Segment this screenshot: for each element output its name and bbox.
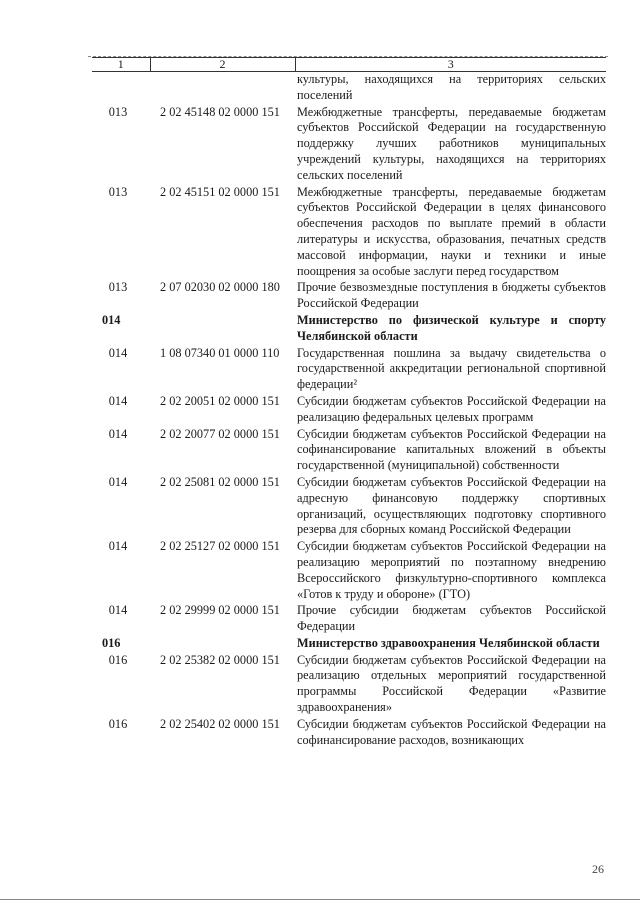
revenue-name-cell: Прочие безвозмездные поступления в бюджеты субъектов Российской Федерации: [297, 280, 606, 311]
ministry-row: [92, 313, 606, 346]
table-row: [92, 72, 606, 105]
revenue-name-cell: Министерство здравоохранения Челябинской области: [297, 635, 600, 650]
admin-code-cell: 014: [108, 345, 128, 360]
header-col-3: 3: [295, 58, 606, 72]
revenue-name-cell: Прочие субсидии бюджетам субъектов Российской Федерации: [297, 603, 606, 634]
revenue-code-cell: [150, 313, 295, 346]
table-row: [92, 185, 606, 281]
revenue-code-cell: 2 02 20077 02 0000 151: [160, 426, 280, 441]
admin-code-cell: 016: [108, 716, 128, 731]
admin-code-cell: 016: [102, 635, 121, 650]
table-body: [92, 72, 606, 750]
admin-code-cell: 014: [108, 539, 128, 554]
admin-code-cell: 013: [108, 104, 128, 119]
budget-revenue-table: [92, 57, 606, 749]
table-row: [92, 653, 606, 717]
admin-code-cell: 013: [108, 184, 128, 199]
revenue-code-cell: 2 02 29999 02 0000 151: [160, 603, 280, 618]
admin-code-cell: 016: [108, 652, 128, 667]
revenue-name-cell: Государственная пошлина за выдачу свидетельства о государственной аккредитации региональной спортивной федерации²: [297, 345, 606, 392]
revenue-code-cell: 2 02 45148 02 0000 151: [160, 104, 280, 119]
admin-code-cell: 014: [108, 393, 128, 408]
revenue-name-cell: Министерство по физической культуре и спорту Челябинской области: [297, 312, 606, 343]
revenue-code-cell: 1 08 07340 01 0000 110: [160, 345, 280, 360]
admin-code-cell: 014: [108, 603, 128, 618]
revenue-code-cell: [150, 636, 295, 653]
revenue-code-cell: 2 02 25402 02 0000 151: [160, 716, 280, 731]
table-row: [92, 105, 606, 185]
revenue-name-cell: Межбюджетные трансферты, передаваемые бюджетам субъектов Российской Федерации на государственную поддержку лучших работников муниципальных учреждений культуры, находящихся на территориях сельских поселений: [297, 104, 606, 182]
table-row: [92, 280, 606, 313]
header-col-2: 2: [150, 58, 295, 72]
revenue-name-cell: Субсидии бюджетам субъектов Российской Федерации на реализацию федеральных целевых программ: [297, 393, 606, 424]
admin-code-cell: 014: [108, 474, 128, 489]
revenue-name-cell: культуры, находящихся на территориях сельских поселений: [297, 72, 606, 102]
revenue-name-cell: Субсидии бюджетам субъектов Российской Федерации на софинансирование капитальных вложений в объекты государственной (муниципальной) собственности: [297, 426, 606, 473]
admin-code-cell: 014: [102, 312, 121, 327]
revenue-name-cell: Субсидии бюджетам субъектов Российской Федерации на софинансирование расходов, возникающих: [297, 716, 606, 747]
table-row: [92, 346, 606, 394]
revenue-code-cell: 2 02 25127 02 0000 151: [160, 539, 280, 554]
revenue-code-cell: 2 02 20051 02 0000 151: [160, 393, 280, 408]
revenue-name-cell: Субсидии бюджетам субъектов Российской Федерации на адресную финансовую поддержку спортивных организаций, осуществляющих подготовку спортивного резерва для сборных команд Российской Федерации: [297, 474, 606, 537]
admin-code-cell: [92, 72, 150, 105]
revenue-name-cell: Межбюджетные трансферты, передаваемые бюджетам субъектов Российской Федерации в целях финансового обеспечения расходов по выплате премий в области литературы и искусства, образования, печатных средств массовой информации, науки и техники и иные поощрения за особые заслуги перед государством: [297, 184, 606, 278]
admin-code-cell: 014: [108, 426, 128, 441]
table-row: [92, 427, 606, 475]
page-number: 26: [592, 862, 604, 876]
table-row: [92, 539, 606, 603]
revenue-code-cell: [150, 72, 295, 105]
revenue-name-cell: Субсидии бюджетам субъектов Российской Федерации на реализацию мероприятий по поэтапному внедрению Всероссийского физкультурно-спортивного комплекса «Готов к труду и обороне» (ГТО): [297, 539, 606, 601]
revenue-code-cell: 2 02 45151 02 0000 151: [160, 184, 280, 199]
table-row: [92, 394, 606, 427]
revenue-code-cell: 2 07 02030 02 0000 180: [160, 280, 280, 295]
header-col-1: 1: [92, 58, 150, 72]
admin-code-cell: 013: [108, 280, 128, 295]
table-row: [92, 475, 606, 539]
ministry-row: [92, 636, 606, 653]
revenue-code-cell: 2 02 25382 02 0000 151: [160, 652, 280, 667]
table-row: [92, 603, 606, 636]
table-row: [92, 717, 606, 750]
table-header-row: [92, 58, 606, 72]
revenue-name-cell: Субсидии бюджетам субъектов Российской Федерации на реализацию отдельных мероприятий государственной программы Российской Федерации «Развитие здравоохранения»: [297, 652, 606, 715]
bottom-scan-line: [0, 899, 640, 900]
revenue-code-cell: 2 02 25081 02 0000 151: [160, 474, 280, 489]
